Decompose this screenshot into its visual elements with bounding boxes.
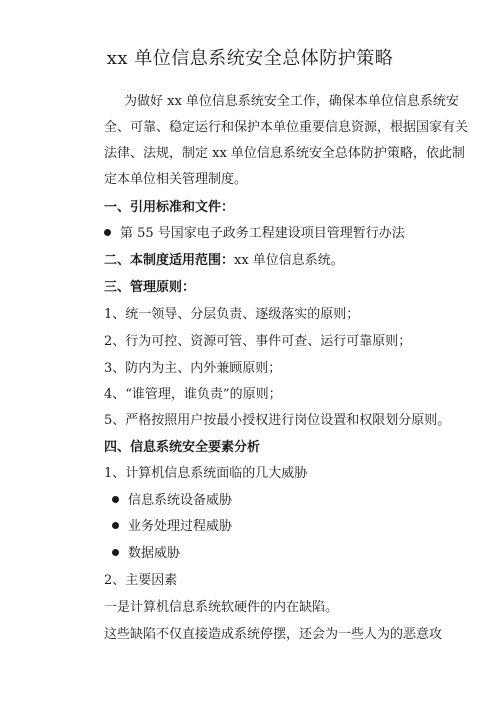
threat-text: 业务处理过程威胁 [128,519,233,534]
bullet-icon [104,229,111,236]
section4-sub1: 1、计算机信息系统面临的几大威胁 [104,466,308,481]
section4-paragraph-2: 这些缺陷不仅直接造成系统停摆，还会为一些人为的恶意攻 [104,627,443,642]
section1-heading: 一、引用标准和文件： [104,200,235,215]
principle-3: 3、防内为主、内外兼顾原则； [104,361,282,376]
intro-line-3: 法律、法规，制定 xx 单位信息系统安全总体防护策略，依此制 [104,146,465,161]
threat-item [112,545,180,563]
section1-bullet-item [104,225,405,243]
principle-2: 2、行为可控、资源可管、事件可查、运行可靠原则； [104,334,412,349]
intro-line-2: 全、可靠、稳定运行和保护本单位重要信息资源，根据国家有关 [104,120,469,135]
section4-paragraph-1: 一是计算机信息系统软硬件的内在缺陷。 [104,600,339,615]
principle-1: 1、统一领导、分层负责、逐级落实的原则； [104,307,360,322]
bullet-icon [112,522,119,529]
section3-heading: 三、管理原则： [104,280,196,295]
section4-sub2: 2、主要因素 [104,573,178,588]
threat-item [112,492,232,510]
intro-line-1: 为做好 xx 单位信息系统安全工作，确保本单位信息系统安 [124,94,459,109]
section1-bullet-text: 第 55 号国家电子政务工程建设项目管理暂行办法 [120,226,405,241]
threat-text: 数据威胁 [128,546,181,561]
bullet-icon [112,549,119,556]
section2-heading: 二、本制度适用范围： [104,253,235,268]
principle-5: 5、严格按照用户按最小授权进行岗位设置和权限划分原则。 [104,413,451,428]
threat-text: 信息系统设备威胁 [128,493,233,508]
section2-text: xx 单位信息系统。 [234,253,344,268]
threat-item [112,518,232,536]
section4-heading: 四、信息系统安全要素分析 [104,440,261,455]
document-title: xx 单位信息系统安全总体防护策略 [106,48,394,69]
section2-line [104,252,344,270]
intro-line-4: 定本单位相关管理制度。 [104,172,248,187]
principle-4: 4、“谁管理，谁负责”的原则； [104,387,282,402]
bullet-icon [112,496,119,503]
